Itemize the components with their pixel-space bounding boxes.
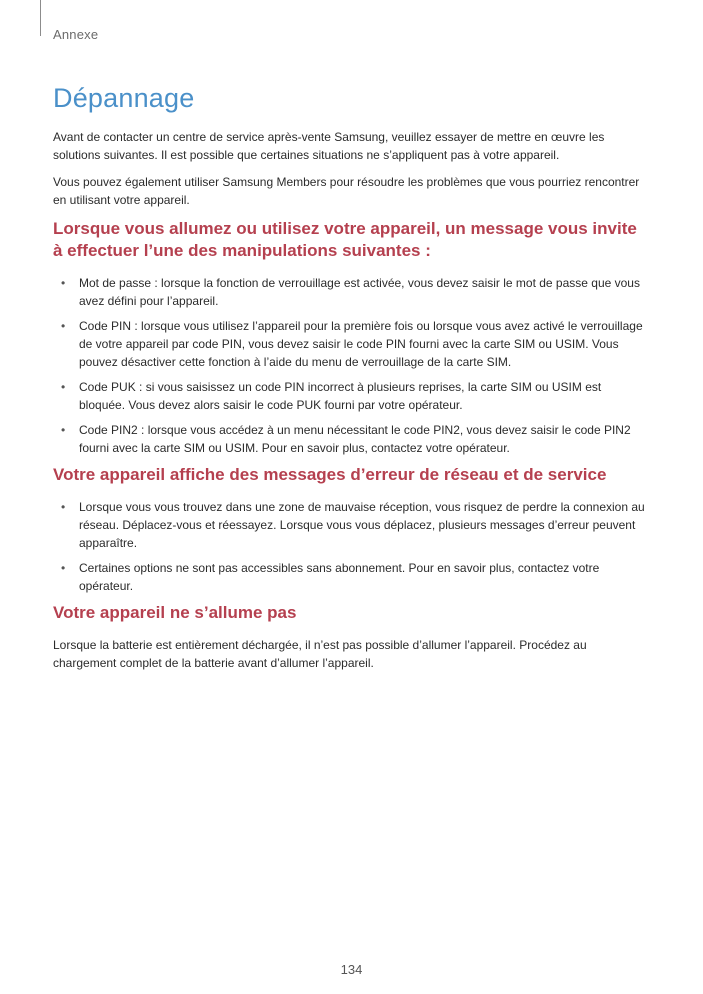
page-title: Dépannage	[53, 83, 195, 113]
bullet-icon: •	[61, 319, 66, 333]
bullet-icon: •	[61, 423, 66, 437]
section-heading-wont-turn-on: Votre appareil ne s’allume pas	[53, 603, 297, 622]
list-item-text: Code PUK : si vous saisissez un code PIN incorrect à plusieurs reprises, la carte SIM ou USIM est bloquée. Vous devez alors saisir le code PUK fourni par votre opérateur.	[79, 380, 602, 412]
intro-paragraph-1: Avant de contacter un centre de service après-vente Samsung, veuillez essayer de mettre en œuvre les solutions suivantes. Il est possible que certaines situations ne s’appliquent pas à votre appareil.	[53, 130, 605, 162]
list-item-text: Lorsque vous vous trouvez dans une zone de mauvaise réception, vous risquez de perdre la connexion au réseau. Déplacez-vous et réessayez. Lorsque vous vous déplacez, plusieurs messages d’erreur peuvent apparaître.	[79, 500, 645, 550]
list-item	[53, 559, 649, 595]
intro-paragraph-2: Vous pouvez également utiliser Samsung Members pour résoudre les problèmes que vous pourriez rencontrer en utilisant votre appareil.	[53, 175, 640, 207]
header-margin-rule	[40, 0, 41, 36]
section-heading-network-errors: Votre appareil affiche des messages d’erreur de réseau et de service	[53, 465, 607, 484]
bullet-icon: •	[61, 276, 66, 290]
section-heading-unlock-prompts: Lorsque vous allumez ou utilisez votre appareil, un message vous invite à effectuer l’une des manipulations suivantes :	[53, 219, 637, 260]
list-item	[53, 274, 649, 310]
list-item-text: Certaines options ne sont pas accessibles sans abonnement. Pour en savoir plus, contactez votre opérateur.	[79, 561, 600, 593]
list-item	[53, 378, 649, 414]
list-item	[53, 421, 649, 457]
bullet-list-unlock-prompts	[53, 274, 649, 457]
list-item-text: Code PIN2 : lorsque vous accédez à un menu nécessitant le code PIN2, vous devez saisir le code PIN2 fourni avec la carte SIM ou USIM. Pour en savoir plus, contactez votre opérateur.	[79, 423, 631, 455]
list-item	[53, 498, 649, 552]
bullet-icon: •	[61, 500, 66, 514]
list-item-text: Mot de passe : lorsque la fonction de verrouillage est activée, vous devez saisir le mot de passe que vous avez défini pour l’appareil.	[79, 276, 640, 308]
bullet-list-network-errors	[53, 498, 649, 595]
page-content	[53, 83, 649, 681]
bullet-icon: •	[61, 380, 66, 394]
running-header: Annexe	[53, 27, 99, 42]
bullet-icon: •	[61, 561, 66, 575]
list-item-text: Code PIN : lorsque vous utilisez l’appareil pour la première fois ou lorsque vous avez activé le verrouillage de votre appareil par code PIN, vous devez saisir le code PIN fourni avec la carte SIM ou USIM. Vous pouvez désactiver cette fonction à l’aide du menu de verrouillage de la carte SIM.	[79, 319, 643, 369]
page-number: 134	[340, 962, 363, 977]
list-item	[53, 317, 649, 371]
section-paragraph-wont-turn-on: Lorsque la batterie est entièrement déchargée, il n’est pas possible d’allumer l’appareil. Procédez au chargement complet de la batterie avant d’allumer l’appareil.	[53, 638, 587, 670]
